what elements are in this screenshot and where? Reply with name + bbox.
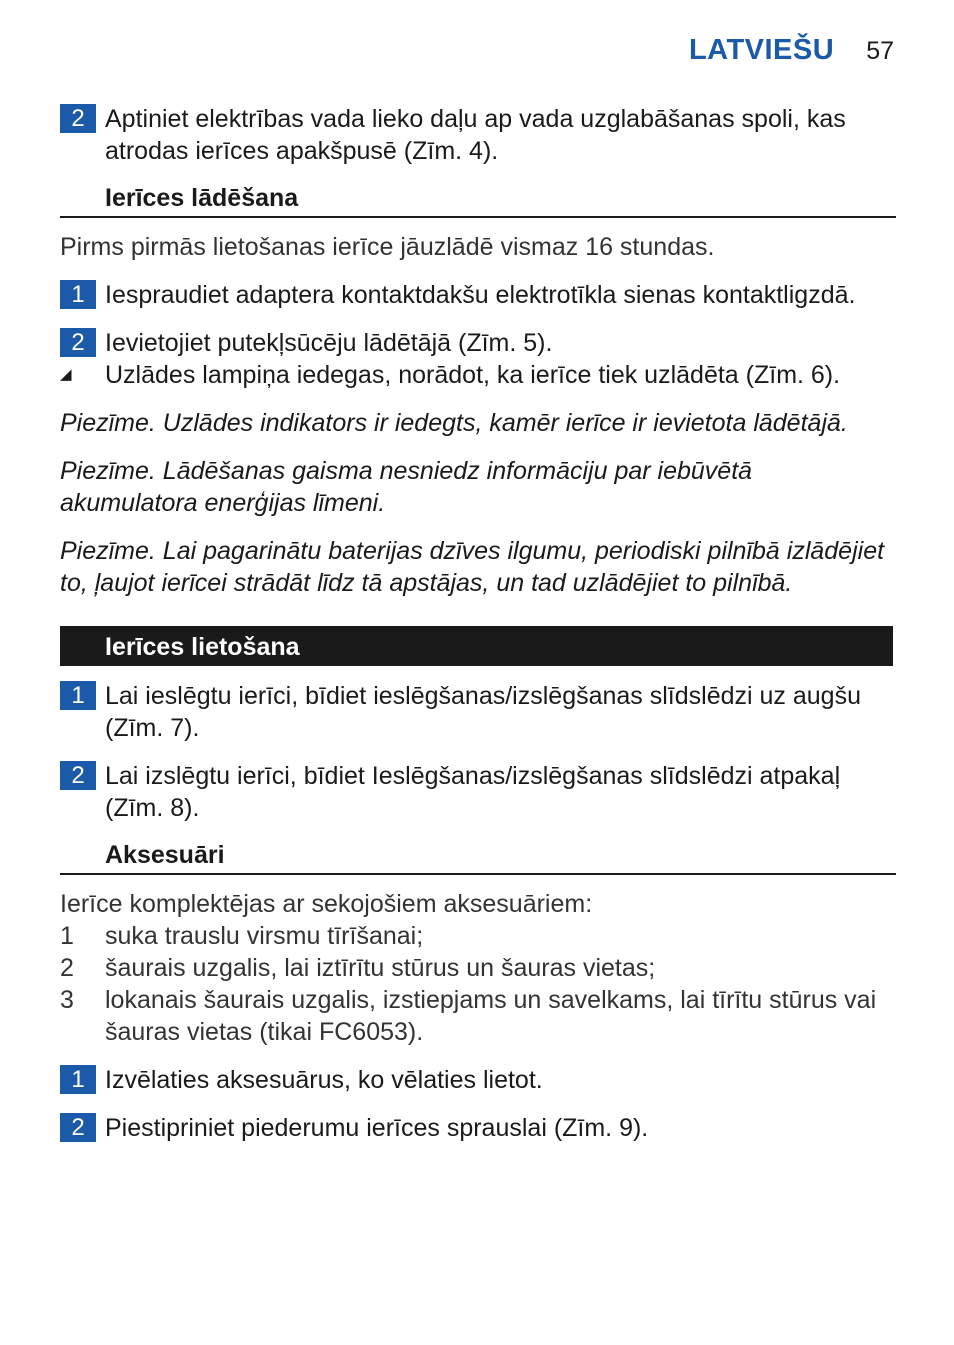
page-header bbox=[689, 34, 894, 67]
step-text: Piestipriniet piederumu ierīces sprauslai (Zīm. 9). bbox=[105, 1114, 649, 1142]
section-heading-charging: Ierīces lādēšana bbox=[60, 182, 896, 218]
list-item bbox=[60, 984, 896, 1048]
charging-step-1 bbox=[60, 279, 896, 311]
page-number: 57 bbox=[866, 37, 894, 65]
bullet-text: Uzlādes lampiņa iedegas, norādot, ka ierīce tiek uzlādēta (Zīm. 6). bbox=[105, 361, 841, 389]
list-item bbox=[60, 952, 896, 984]
step-text: Izvēlaties aksesuārus, ko vēlaties lietot. bbox=[105, 1066, 543, 1094]
step-wrap-cord bbox=[60, 103, 896, 167]
language-title: LATVIEŠU bbox=[688, 34, 835, 66]
step-text: Aptiniet elektrības vada lieko daļu ap vada uzglabāšanas spoli, kas atrodas ierīces apakšpusē (Zīm. 4). bbox=[105, 105, 846, 165]
step-text: Lai ieslēgtu ierīci, bīdiet ieslēgšanas/izslēgšanas slīdslēdzi uz augšu (Zīm. 7). bbox=[105, 682, 861, 742]
note-2: Piezīme. Lādēšanas gaisma nesniedz informāciju par iebūvētā akumulatora enerģijas līmeni. bbox=[60, 457, 753, 517]
list-item-text: suka trauslu virsmu tīrīšanai; bbox=[105, 922, 424, 950]
charging-intro: Pirms pirmās lietošanas ierīce jāuzlādē vismaz 16 stundas. bbox=[60, 233, 715, 261]
note-1: Piezīme. Uzlādes indikators ir iedegts, kamēr ierīce ir ievietota lādētājā. bbox=[60, 409, 848, 437]
accessories-list bbox=[60, 920, 896, 1048]
step-number-badge: 2 bbox=[60, 1113, 96, 1142]
step-text: Lai izslēgtu ierīci, bīdiet Ieslēgšanas/izslēgšanas slīdslēdzi atpakaļ (Zīm. 8). bbox=[105, 762, 841, 822]
step-number-badge: 1 bbox=[60, 280, 96, 309]
section-heading-accessories: Aksesuāri bbox=[60, 839, 896, 875]
list-item bbox=[60, 920, 896, 952]
list-item-text: šaurais uzgalis, lai iztīrītu stūrus un šauras vietas; bbox=[105, 954, 656, 982]
accessories-step-2 bbox=[60, 1112, 896, 1144]
step-text: Ievietojiet putekļsūcēju lādētājā (Zīm. 5). bbox=[105, 329, 553, 357]
list-item-number: 3 bbox=[60, 986, 74, 1014]
charging-step-2 bbox=[60, 327, 896, 359]
section-heading-use: Ierīces lietošana bbox=[60, 626, 893, 666]
charging-result-bullet bbox=[60, 359, 896, 391]
accessories-step-1 bbox=[60, 1064, 896, 1096]
triangle-bullet-icon: ◢ bbox=[60, 366, 72, 383]
step-number-badge: 2 bbox=[60, 328, 96, 357]
step-number-badge: 1 bbox=[60, 1065, 96, 1094]
list-item-number: 2 bbox=[60, 954, 74, 982]
note-3: Piezīme. Lai pagarinātu baterijas dzīves ilgumu, periodiski pilnībā izlādējiet to, ļaujot ierīcei strādāt līdz tā apstājas, un tad uzlādējiet to pilnībā. bbox=[60, 537, 885, 597]
step-number-badge: 1 bbox=[60, 681, 96, 710]
step-number-badge: 2 bbox=[60, 104, 96, 133]
use-step-1 bbox=[60, 680, 896, 744]
list-item-text: lokanais šaurais uzgalis, izstiepjams un savelkams, lai tīrītu stūrus vai šauras vietas (tikai FC6053). bbox=[105, 986, 877, 1046]
list-item-number: 1 bbox=[60, 922, 74, 950]
accessories-intro: Ierīce komplektējas ar sekojošiem aksesuāriem: bbox=[60, 890, 593, 918]
step-number-badge: 2 bbox=[60, 761, 96, 790]
step-text: Iespraudiet adaptera kontaktdakšu elektrotīkla sienas kontaktligzdā. bbox=[105, 281, 856, 309]
use-step-2 bbox=[60, 760, 896, 824]
